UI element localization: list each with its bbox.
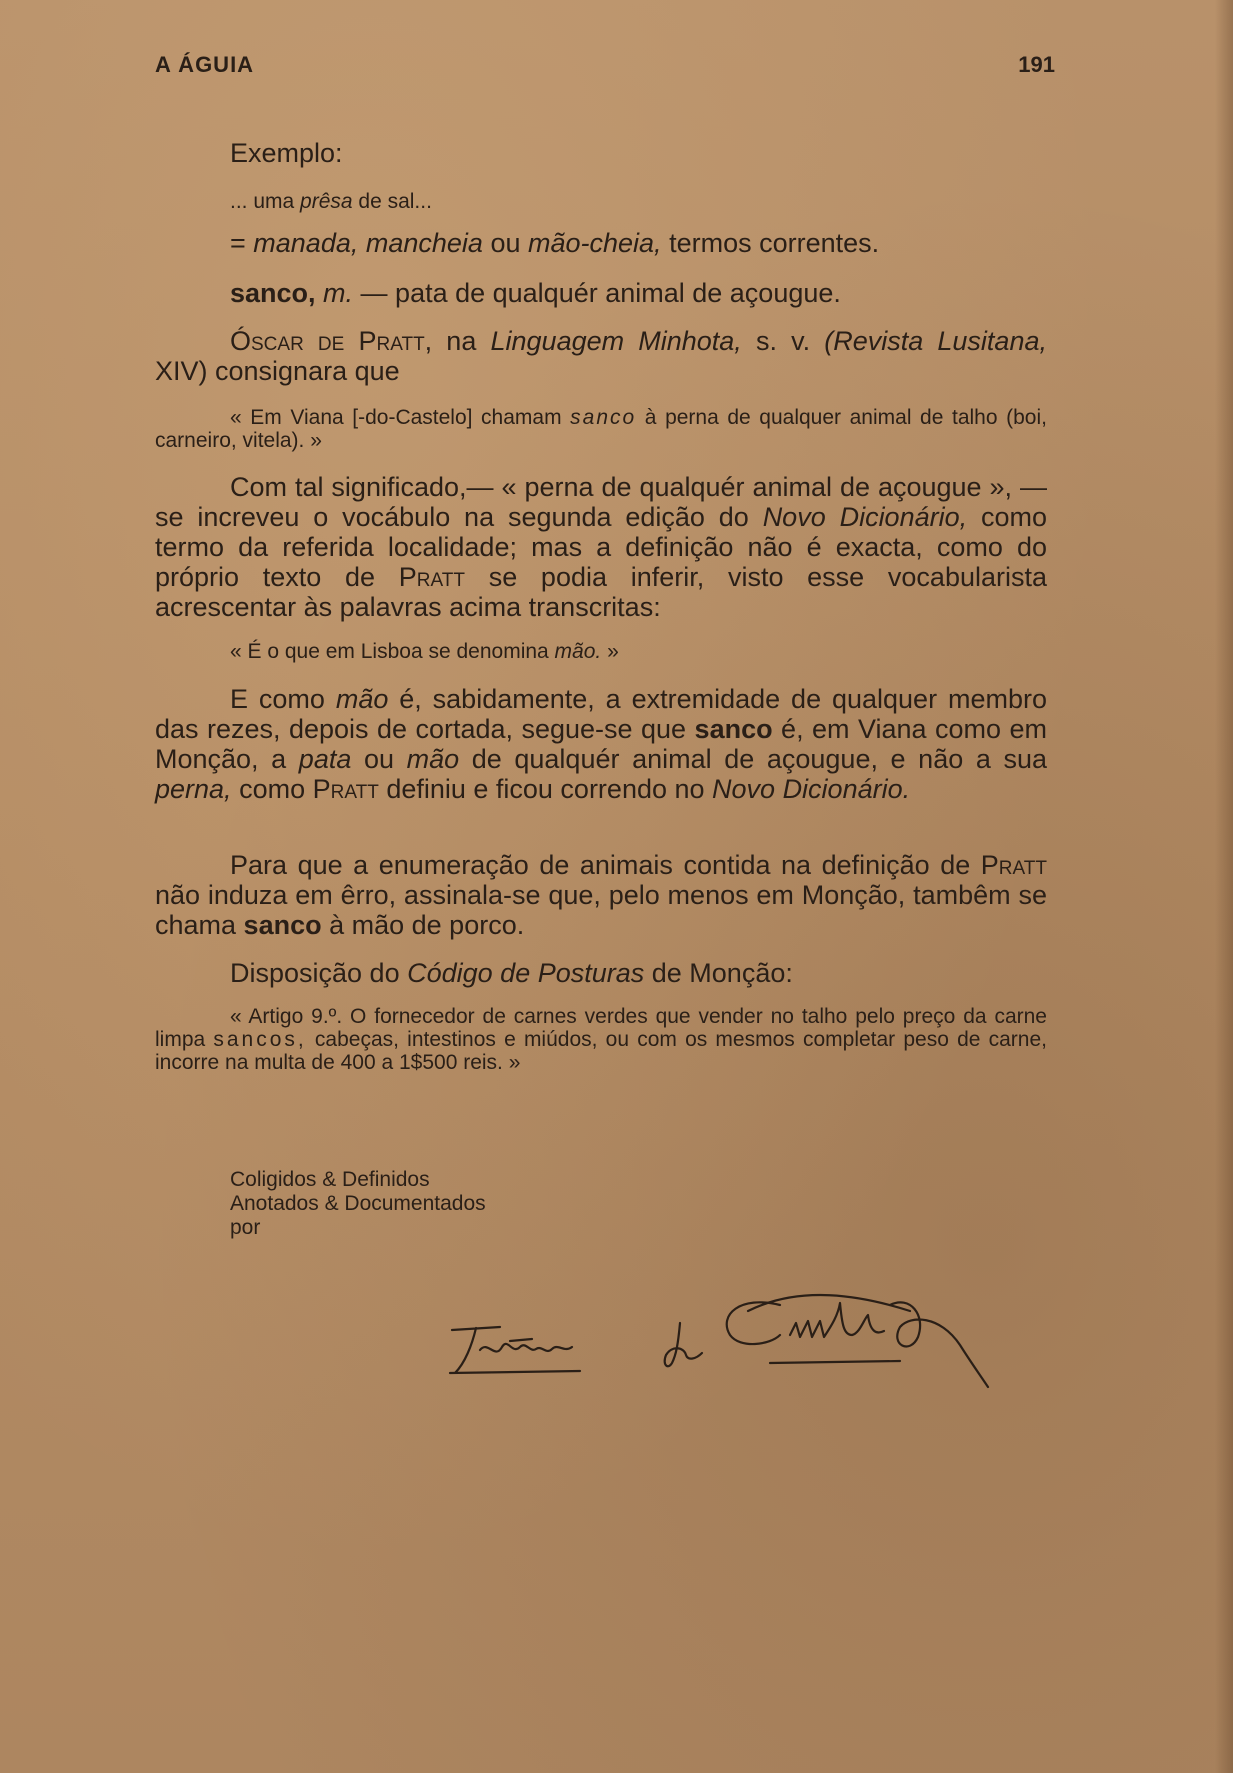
- journal-title: A ÁGUIA: [155, 52, 255, 77]
- example-heading: Exemplo:: [230, 138, 343, 168]
- paragraph-disposicao: Disposição do Código de Posturas de Monção:: [230, 958, 793, 988]
- running-header: [155, 52, 1055, 84]
- signoff-line-1: Coligidos & Definidos: [230, 1168, 430, 1191]
- paragraph-pratt: Óscar de Pratt, na Linguagem Minhota, s. v. (Revista Lusitana, XIV) consignara que: [155, 326, 1047, 386]
- synonyms-line: = manada, mancheia ou mão-cheia, termos correntes.: [230, 228, 880, 258]
- handwritten-signature: [440, 1275, 1030, 1395]
- signoff-line-2: Anotados & Documentados: [230, 1192, 486, 1215]
- signoff-line-3: por: [230, 1216, 261, 1239]
- quote-artigo: « Artigo 9.º. O fornecedor de carnes verdes que vender no talho pelo preço da carne limpa sancos, cabeças, intestinos e miúdos, ou com os mesmos completar peso de carne, incorre na multa de 400 a 1$500 reis. »: [155, 1005, 1047, 1074]
- paragraph-enumeracao: Para que a enumeração de animais contida na definição de Pratt não induza em êrro, assinala-se que, pelo menos em Monção, tambêm se chama sanco à mão de porco.: [155, 850, 1047, 940]
- page-edge-shadow: [1215, 0, 1233, 1773]
- paragraph-significado: Com tal significado,— « perna de qualquér animal de açougue », — se increveu o vocábulo na segunda edição do Novo Dicionário, como termo da referida localidade; mas a definição não é exacta, como do próprio texto de Pratt se podia inferir, visto esse vocabularista acrescentar às palavras acima transcritas:: [155, 472, 1048, 622]
- signoff-block: [230, 1168, 486, 1240]
- page-number: 191: [1018, 52, 1055, 77]
- entry-headword: sanco, m. — pata de qualquér animal de açougue.: [230, 278, 841, 308]
- quote-lisboa: « É o que em Lisboa se denomina mão. »: [230, 640, 619, 663]
- paragraph-mao: E como mão é, sabidamente, a extremidade de qualquer membro das rezes, depois de cortada, segue-se que sanco é, em Viana como em Monção, a pata ou mão de qualquér animal de açougue, e não a sua perna, como Pratt definiu e ficou correndo no Novo Dicionário.: [155, 684, 1048, 804]
- quote-viana: « Em Viana [-do-Castelo] chamam sanco à perna de qualquer animal de talho (boi, carneiro, vitela). »: [155, 406, 1047, 452]
- example-line: ... uma prêsa de sal...: [230, 190, 432, 213]
